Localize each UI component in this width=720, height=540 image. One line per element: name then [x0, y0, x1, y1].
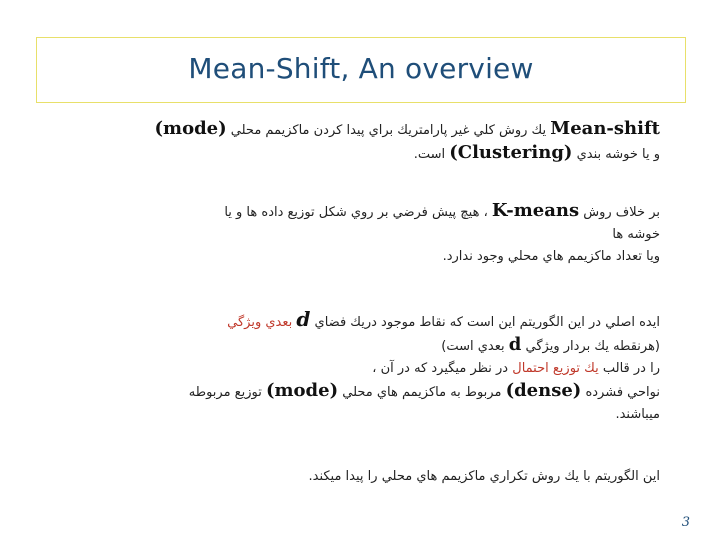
- definition-line-1: [155, 118, 660, 142]
- symbol-d-2: d: [508, 334, 522, 355]
- comparison-line-2: خوشه ها: [612, 227, 660, 242]
- idea-text-2b: بعدي است): [441, 339, 505, 354]
- idea-text-1a: ايده اصلي در اين الگوريتم اين است كه نقاط موجود دريك فضاي: [314, 315, 660, 330]
- idea-text-4a: نواحي فشرده: [585, 385, 660, 400]
- paragraph-definition: [155, 118, 660, 166]
- idea-line-4: [189, 380, 660, 404]
- idea-line-1: [189, 308, 660, 334]
- term-clustering: (Clustering): [449, 142, 573, 163]
- symbol-d: d: [296, 307, 311, 331]
- idea-line-5: ميباشند.: [615, 407, 660, 422]
- title-box: [36, 37, 686, 103]
- comparison-text-1b: ، هيچ پيش فرضي بر روي شكل توزيع داده ها و يا: [224, 205, 488, 220]
- probability-distribution-text: يك توزيع احتمال: [512, 361, 599, 376]
- idea-line-2: [189, 334, 660, 358]
- comparison-text-1a: بر خلاف روش: [583, 205, 660, 220]
- definition-text: يك روش كلي غير پارامتريك براي پيدا كردن ماكزيمم محلي: [230, 123, 547, 138]
- idea-text-1b: بعدي ويژگي: [227, 315, 293, 330]
- paragraph-main-idea: [189, 308, 660, 426]
- comparison-line-3: ويا تعداد ماكزيمم هاي محلي وجود ندارد.: [442, 249, 660, 264]
- idea-line-3: [189, 358, 660, 380]
- idea-text-2a: (هرنقطه يك بردار ويژگي: [525, 339, 660, 354]
- paragraph-iterative: [308, 466, 660, 488]
- term-mode: (mode): [154, 118, 227, 139]
- idea-text-3a: را در قالب: [602, 361, 660, 376]
- iterative-line-1: اين الگوريتم با يك روش تكراري ماكزيمم هاي محلي را پيدا ميكند.: [308, 469, 660, 484]
- term-dense: (dense): [505, 380, 582, 401]
- term-mean-shift: Mean-shift: [550, 118, 660, 139]
- idea-text-4c: توزيع مربوطه: [188, 385, 262, 400]
- comparison-line-1: [224, 200, 660, 224]
- term-kmeans: K-means: [491, 200, 580, 221]
- definition-line-2: [155, 142, 660, 166]
- idea-text-3b: در نظر ميگيرد كه در آن ،: [372, 361, 509, 376]
- definition-text-2a: و يا خوشه بندي: [576, 147, 660, 162]
- idea-text-4b: مربوط به ماكزيمم هاي محلي: [342, 385, 502, 400]
- page-number: 3: [681, 515, 690, 530]
- term-mode-2: (mode): [265, 380, 339, 401]
- paragraph-comparison: [224, 200, 660, 268]
- slide-title: Mean-Shift, An overview: [188, 52, 534, 85]
- definition-text-2b: است.: [413, 147, 446, 162]
